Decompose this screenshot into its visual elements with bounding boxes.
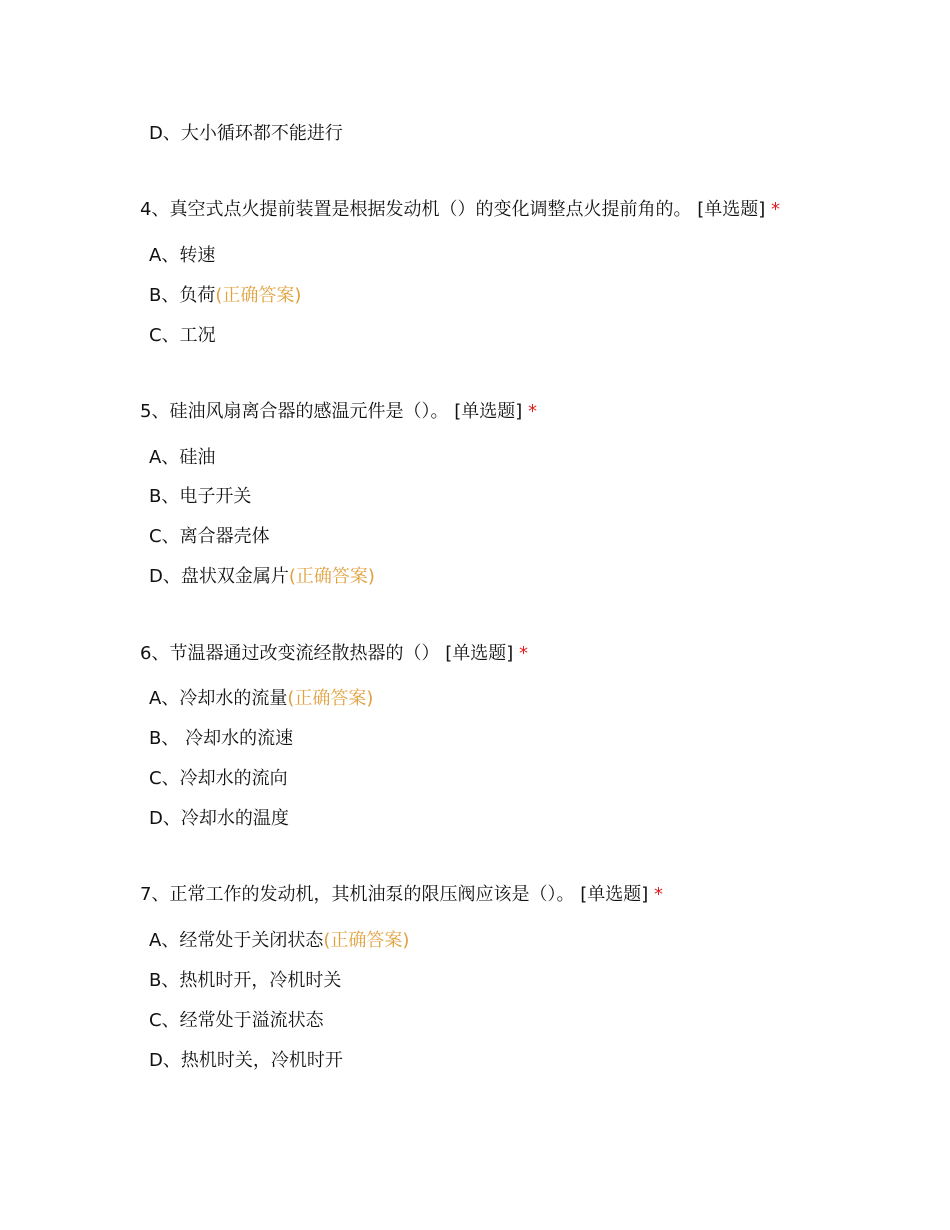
option-letter: C [149,526,162,547]
option-text: 热机时开，冷机时关 [179,970,342,991]
question-number: 5 [140,401,152,422]
option-item: C、工况 [149,325,216,346]
option-text: 电子开关 [179,486,252,507]
option-text: 离合器壳体 [179,526,270,547]
correct-answer-tag: (正确答案) [287,688,374,709]
correct-answer-tag: (正确答案) [323,930,410,951]
option-item: C、经常处于溢流状态 [149,1010,324,1031]
option-item: D、冷却水的温度 [149,808,289,829]
option-letter: D [149,1050,163,1071]
option-letter: B [149,970,162,991]
option-letter: D [149,123,163,144]
option-item: C、冷却水的流向 [149,768,288,789]
option-item: D、热机时关，冷机时开 [149,1050,343,1071]
option-letter: D [149,808,163,829]
option-text: 盘状双金属片 [180,566,289,587]
option-letter: A [149,447,162,468]
question-text: 真空式点火提前装置是根据发动机（）的变化调整点火提前角的。 [169,199,692,220]
question-type-tag: [单选题] [697,199,766,220]
option-letter: A [149,245,162,266]
question-number: 7 [140,884,152,905]
question-type-tag: [单选题] [454,401,523,422]
question-number: 6 [140,643,152,664]
required-mark: * [653,884,663,905]
required-mark: * [770,199,780,220]
question-number: 4 [140,199,152,220]
option-item: A、冷却水的流量(正确答案) [149,688,374,709]
correct-answer-tag: (正确答案) [215,285,302,306]
option-text: 工况 [179,325,216,346]
question-title: 6、节温器通过改变流经散热器的（） [单选题] * [140,643,528,664]
question-title: 7、正常工作的发动机，其机油泵的限压阀应该是（）。 [单选题] * [140,884,663,905]
question-text: 硅油风扇离合器的感温元件是（）。 [169,401,449,422]
question-text: 节温器通过改变流经散热器的（） [169,643,440,664]
option-text: 大小循环都不能进行 [180,123,343,144]
option-text: 冷却水的流量 [179,688,288,709]
option-text: 冷却水的温度 [180,808,289,829]
option-text: 硅油 [179,447,216,468]
option-item: B、负荷(正确答案) [149,285,302,306]
option-letter: A [149,688,162,709]
required-mark: * [518,643,528,664]
option-letter: D [149,566,163,587]
option-letter: C [149,325,162,346]
option-letter: B [149,486,162,507]
option-text: 经常处于溢流状态 [179,1010,324,1031]
required-mark: * [527,401,537,422]
option-item: C、离合器壳体 [149,526,270,547]
option-item: A、硅油 [149,447,216,468]
question-title: 5、硅油风扇离合器的感温元件是（）。 [单选题] * [140,401,537,422]
option-item: B、 冷却水的流速 [149,728,294,749]
option-item: B、热机时开，冷机时关 [149,970,342,991]
question-text: 正常工作的发动机，其机油泵的限压阀应该是（）。 [169,884,575,905]
option-letter: C [149,1010,162,1031]
option-text: 负荷 [179,285,216,306]
option-item: A、经常处于关闭状态(正确答案) [149,930,410,951]
option-item: B、电子开关 [149,486,252,507]
option-text: 冷却水的流向 [179,768,288,789]
option-text: 冷却水的流速 [179,728,294,749]
option-letter: B [149,285,162,306]
option-item: D、大小循环都不能进行 [149,123,343,144]
option-item: A、转速 [149,245,216,266]
question-type-tag: [单选题] [445,643,514,664]
option-letter: C [149,768,162,789]
option-text: 经常处于关闭状态 [179,930,324,951]
option-letter: B [149,728,162,749]
option-item: D、盘状双金属片(正确答案) [149,566,375,587]
question-type-tag: [单选题] [580,884,649,905]
option-text: 热机时关，冷机时开 [180,1050,343,1071]
option-letter: A [149,930,162,951]
correct-answer-tag: (正确答案) [288,566,375,587]
question-title: 4、真空式点火提前装置是根据发动机（）的变化调整点火提前角的。 [单选题] * [140,199,780,220]
option-text: 转速 [179,245,216,266]
